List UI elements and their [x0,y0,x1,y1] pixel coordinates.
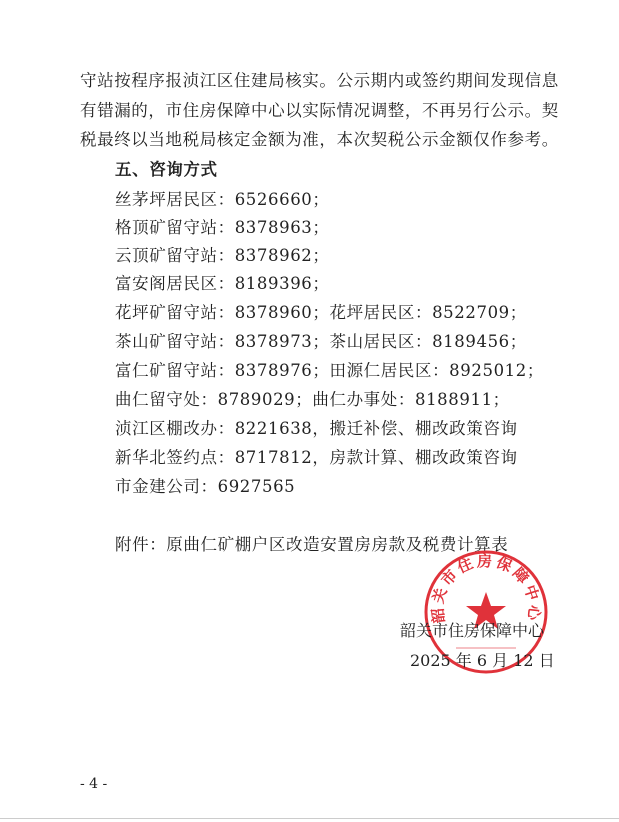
contact-line: 新华北签约点：8717812，房款计算、棚改政策咨询 [115,448,518,467]
contact-line: 花坪矿留守站：8378960；花坪居民区：8522709； [115,303,527,322]
contact-line: 茶山矿留守站：8378973；茶山居民区：8189456； [115,332,527,351]
contact-line: 浈江区棚改办：8221638，搬迁补偿、棚改政策咨询 [115,419,518,438]
signature-org: 韶关市住房保障中心 [400,621,545,640]
contact-line: 富安阁居民区：8189396； [115,274,330,293]
contact-line: 富仁矿留守站：8378976；田源仁居民区：8925012； [115,361,544,380]
body-line-1: 守站按程序报浈江区住建局核实。公示期内或签约期间发现信息 [80,71,559,90]
contact-line: 格顶矿留守站：8378963； [115,218,330,237]
attachment-note: 附件：原曲仁矿棚户区改造安置房房款及税费计算表 [115,535,509,554]
contact-line: 丝茅坪居民区：6526660； [115,190,330,209]
page-bottom-divider [0,818,619,819]
contact-line: 曲仁留守处：8789029；曲仁办事处：8188911； [115,390,510,409]
signature-date: 2025 年 6 月 12 日 [410,651,555,670]
seal-text: 韶关市住房保障中心 [428,551,544,625]
contact-line: 云顶矿留守站：8378962； [115,246,330,265]
contact-line: 市金建公司：6927565 [115,477,296,496]
page-number: - 4 - [80,776,108,792]
body-line-3: 税最终以当地税局核定金额为准，本次契税公示金额仅作参考。 [80,130,559,149]
body-line-2: 有错漏的，市住房保障中心以实际情况调整，不再另行公示。契 [80,101,559,120]
section-title: 五、咨询方式 [115,160,218,179]
